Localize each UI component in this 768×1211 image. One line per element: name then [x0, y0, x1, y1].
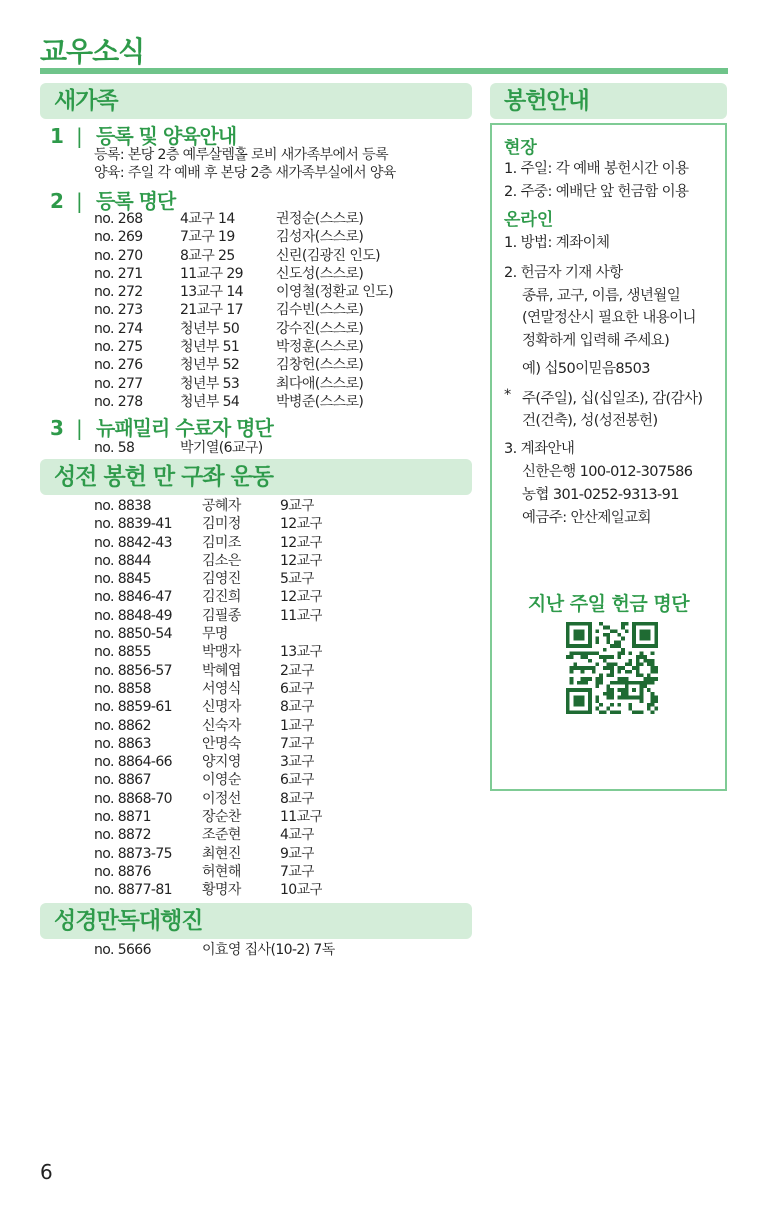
campaign-no: no. 8845	[94, 571, 151, 588]
campaign-no: no. 8855	[94, 644, 151, 661]
item-number: 3	[50, 416, 63, 440]
page-number: 6	[40, 1160, 53, 1184]
registration-no: no. 274	[94, 320, 143, 337]
campaign-name: 김진희	[202, 589, 241, 606]
new-family-item-1-heading	[50, 120, 236, 149]
campaign-group: 6교구	[280, 772, 315, 789]
campaign-row	[94, 735, 322, 753]
registration-line: 등록: 본당 2층 예루살렘홀 로비 새가족부에서 등록	[94, 147, 389, 163]
campaign-group: 12교구	[280, 534, 323, 551]
section-new-family: 새가족	[40, 83, 472, 119]
campaign-list	[94, 497, 322, 900]
bible-reading-list	[94, 941, 335, 959]
registration-group: 4교구 14	[180, 211, 235, 227]
campaign-name: 김미조	[202, 534, 241, 551]
campaign-group: 11교구	[280, 607, 323, 624]
list-item	[94, 941, 335, 959]
online-method: 1. 방법: 계좌이체	[504, 235, 610, 251]
section-offering-info: 봉헌안내	[490, 83, 727, 119]
item-title: 뉴패밀리 수료자 명단	[96, 416, 273, 440]
campaign-no: no. 8844	[94, 552, 151, 569]
graduate-name: 박기열(6교구)	[180, 440, 263, 456]
campaign-name: 허현해	[202, 863, 241, 880]
campaign-row	[94, 680, 322, 698]
section-bible-reading: 성경만독대행진	[40, 903, 472, 939]
item-separator: |	[76, 124, 82, 148]
campaign-row	[94, 717, 322, 735]
campaign-group: 4교구	[280, 827, 315, 844]
campaign-group: 12교구	[280, 552, 323, 569]
registration-name: 박병준(스스로)	[276, 393, 364, 410]
registration-row	[94, 283, 393, 301]
campaign-name: 양지영	[202, 754, 241, 771]
item-separator: |	[76, 416, 82, 440]
campaign-no: no. 8848-49	[94, 607, 172, 624]
campaign-group: 6교구	[280, 680, 315, 697]
campaign-name: 김영진	[202, 571, 241, 588]
item-separator: |	[76, 189, 82, 213]
campaign-name: 장순찬	[202, 809, 241, 826]
registration-group: 8교구 25	[180, 247, 235, 264]
graduate-no: no. 58	[94, 440, 135, 456]
campaign-row	[94, 497, 322, 515]
campaign-row	[94, 845, 322, 863]
registration-group: 21교구 17	[180, 302, 243, 319]
registration-name: 김성자(스스로)	[276, 229, 364, 246]
campaign-row	[94, 515, 322, 533]
campaign-group: 7교구	[280, 735, 315, 752]
registration-group: 청년부 54	[180, 393, 240, 410]
nurture-line: 양육: 주일 각 예배 후 본당 2층 새가족부실에서 양육	[94, 165, 396, 181]
campaign-row	[94, 588, 322, 606]
campaign-row	[94, 662, 322, 680]
campaign-no: no. 8867	[94, 772, 151, 789]
campaign-group: 13교구	[280, 644, 323, 661]
registration-row	[94, 393, 393, 411]
donor-heading: 2. 헌금자 기재 사항	[504, 265, 623, 281]
campaign-row	[94, 863, 322, 881]
registration-no: no. 273	[94, 302, 143, 319]
campaign-name: 김미정	[202, 516, 241, 533]
registration-group: 청년부 53	[180, 375, 240, 392]
campaign-row	[94, 534, 322, 552]
qr-title: 지난 주일 헌금 명단	[527, 593, 690, 615]
campaign-no: no. 8858	[94, 680, 151, 697]
registration-info	[94, 146, 396, 182]
campaign-group: 9교구	[280, 845, 315, 862]
campaign-name: 조준현	[202, 827, 241, 844]
campaign-group: 12교구	[280, 589, 323, 606]
registration-group: 청년부 50	[180, 320, 240, 337]
list-item	[94, 439, 263, 457]
registration-row	[94, 320, 393, 338]
campaign-name: 서영식	[202, 680, 241, 697]
campaign-group: 5교구	[280, 571, 315, 588]
registration-row	[94, 228, 393, 246]
registration-row	[94, 338, 393, 356]
registration-no: no. 268	[94, 211, 143, 227]
registration-no: no. 277	[94, 375, 143, 392]
campaign-name: 안명숙	[202, 735, 241, 752]
qr-code-icon[interactable]	[566, 622, 658, 714]
registration-row	[94, 375, 393, 393]
registration-name: 김수빈(스스로)	[276, 302, 364, 319]
registration-no: no. 270	[94, 247, 143, 264]
campaign-name: 신명자	[202, 699, 241, 716]
registration-row	[94, 356, 393, 374]
donor-line-1: 종류, 교구, 이름, 생년월일	[522, 288, 681, 304]
campaign-no: no. 8839-41	[94, 516, 172, 533]
campaign-row	[94, 625, 322, 643]
registration-name: 권정순(스스로)	[276, 211, 364, 227]
campaign-row	[94, 552, 322, 570]
account-line-3: 예금주: 안산제일교회	[522, 510, 651, 526]
account-line-1: 신한은행 100-012-307586	[522, 464, 693, 480]
note-line-2: 건(건축), 성(성전봉헌)	[522, 413, 658, 429]
item-title: 등록 명단	[96, 189, 176, 213]
onsite-line-1: 1. 주일: 각 예배 봉헌시간 이용	[504, 161, 689, 177]
campaign-row	[94, 698, 322, 716]
account-line-2: 농협 301-0252-9313-91	[522, 487, 679, 503]
donor-line-2: (연말정산시 필요한 내용이니	[522, 310, 696, 326]
registration-name: 김창헌(스스로)	[276, 357, 364, 374]
campaign-no: no. 8872	[94, 827, 151, 844]
campaign-no: no. 8876	[94, 863, 151, 880]
reading-no: no. 5666	[94, 942, 151, 958]
campaign-group: 12교구	[280, 516, 323, 533]
online-heading: 온라인	[504, 210, 554, 230]
onsite-line-2: 2. 주중: 예배단 앞 헌금함 이용	[504, 184, 689, 200]
registration-no: no. 278	[94, 393, 143, 410]
campaign-name: 신숙자	[202, 717, 241, 734]
campaign-row	[94, 607, 322, 625]
campaign-row	[94, 753, 322, 771]
registration-group: 13교구 14	[180, 284, 243, 301]
campaign-name: 공혜자	[202, 498, 241, 514]
new-family-item-3-heading	[50, 412, 273, 441]
campaign-row	[94, 771, 322, 789]
campaign-name: 박혜엽	[202, 662, 241, 679]
campaign-group: 7교구	[280, 863, 315, 880]
offering-info-box	[490, 123, 727, 791]
registration-name: 최다애(스스로)	[276, 375, 364, 392]
campaign-no: no. 8838	[94, 498, 151, 514]
account-heading: 3. 계좌안내	[504, 441, 575, 457]
section-bible-campaign: 성전 봉헌 만 구좌 운동	[40, 459, 472, 495]
note-mark: *	[504, 387, 511, 403]
campaign-group: 1교구	[280, 717, 315, 734]
registration-no: no. 276	[94, 357, 143, 374]
registration-list	[94, 210, 393, 411]
page-title: 교우소식	[40, 35, 145, 68]
campaign-no: no. 8868-70	[94, 790, 172, 807]
campaign-no: no. 8871	[94, 809, 151, 826]
campaign-row	[94, 570, 322, 588]
registration-group: 청년부 52	[180, 357, 240, 374]
campaign-name: 최현진	[202, 845, 241, 862]
campaign-name: 김소은	[202, 552, 241, 569]
campaign-name: 무명	[202, 626, 228, 643]
item-number: 1	[50, 124, 63, 148]
registration-name: 박정훈(스스로)	[276, 339, 364, 356]
registration-group: 11교구 29	[180, 265, 243, 282]
campaign-row	[94, 826, 322, 844]
campaign-row	[94, 881, 322, 899]
registration-row	[94, 210, 393, 228]
donor-line-3: 정확하게 입력해 주세요)	[522, 333, 670, 349]
item-title: 등록 및 양육안내	[96, 124, 237, 148]
campaign-no: no. 8877-81	[94, 882, 172, 899]
campaign-group: 3교구	[280, 754, 315, 771]
campaign-name: 이영순	[202, 772, 241, 789]
campaign-group: 8교구	[280, 699, 315, 716]
registration-row	[94, 301, 393, 319]
campaign-no: no. 8862	[94, 717, 151, 734]
campaign-no: no. 8842-43	[94, 534, 172, 551]
campaign-group: 10교구	[280, 882, 323, 899]
campaign-no: no. 8850-54	[94, 626, 172, 643]
campaign-group: 8교구	[280, 790, 315, 807]
campaign-group: 2교구	[280, 662, 315, 679]
registration-name: 강수진(스스로)	[276, 320, 364, 337]
campaign-name: 박맹자	[202, 644, 241, 661]
campaign-name: 김필종	[202, 607, 241, 624]
registration-row	[94, 265, 393, 283]
campaign-row	[94, 643, 322, 661]
registration-no: no. 269	[94, 229, 143, 246]
note-line-1: 주(주일), 십(십일조), 감(감사)	[522, 391, 703, 407]
campaign-row	[94, 790, 322, 808]
campaign-no: no. 8863	[94, 735, 151, 752]
registration-name: 신린(김광진 인도)	[276, 247, 381, 264]
registration-group: 7교구 19	[180, 229, 235, 246]
title-divider	[40, 68, 728, 74]
registration-row	[94, 247, 393, 265]
registration-name: 이영철(정환교 인도)	[276, 284, 393, 301]
campaign-no: no. 8873-75	[94, 845, 172, 862]
registration-no: no. 271	[94, 265, 143, 282]
campaign-no: no. 8859-61	[94, 699, 172, 716]
campaign-no: no. 8846-47	[94, 589, 172, 606]
onsite-heading: 현장	[504, 138, 537, 158]
campaign-no: no. 8864-66	[94, 754, 172, 771]
reading-text: 이효영 집사(10-2) 7독	[202, 942, 335, 958]
campaign-name: 이정선	[202, 790, 241, 807]
campaign-row	[94, 808, 322, 826]
registration-no: no. 272	[94, 284, 143, 301]
donor-example: 예) 십50이믿음8503	[522, 361, 650, 377]
item-number: 2	[50, 189, 63, 213]
campaign-name: 황명자	[202, 882, 241, 899]
campaign-group: 9교구	[280, 498, 315, 514]
graduate-list	[94, 439, 263, 457]
registration-group: 청년부 51	[180, 339, 240, 356]
registration-no: no. 275	[94, 339, 143, 356]
campaign-group: 11교구	[280, 809, 323, 826]
campaign-no: no. 8856-57	[94, 662, 172, 679]
registration-name: 신도성(스스로)	[276, 265, 364, 282]
